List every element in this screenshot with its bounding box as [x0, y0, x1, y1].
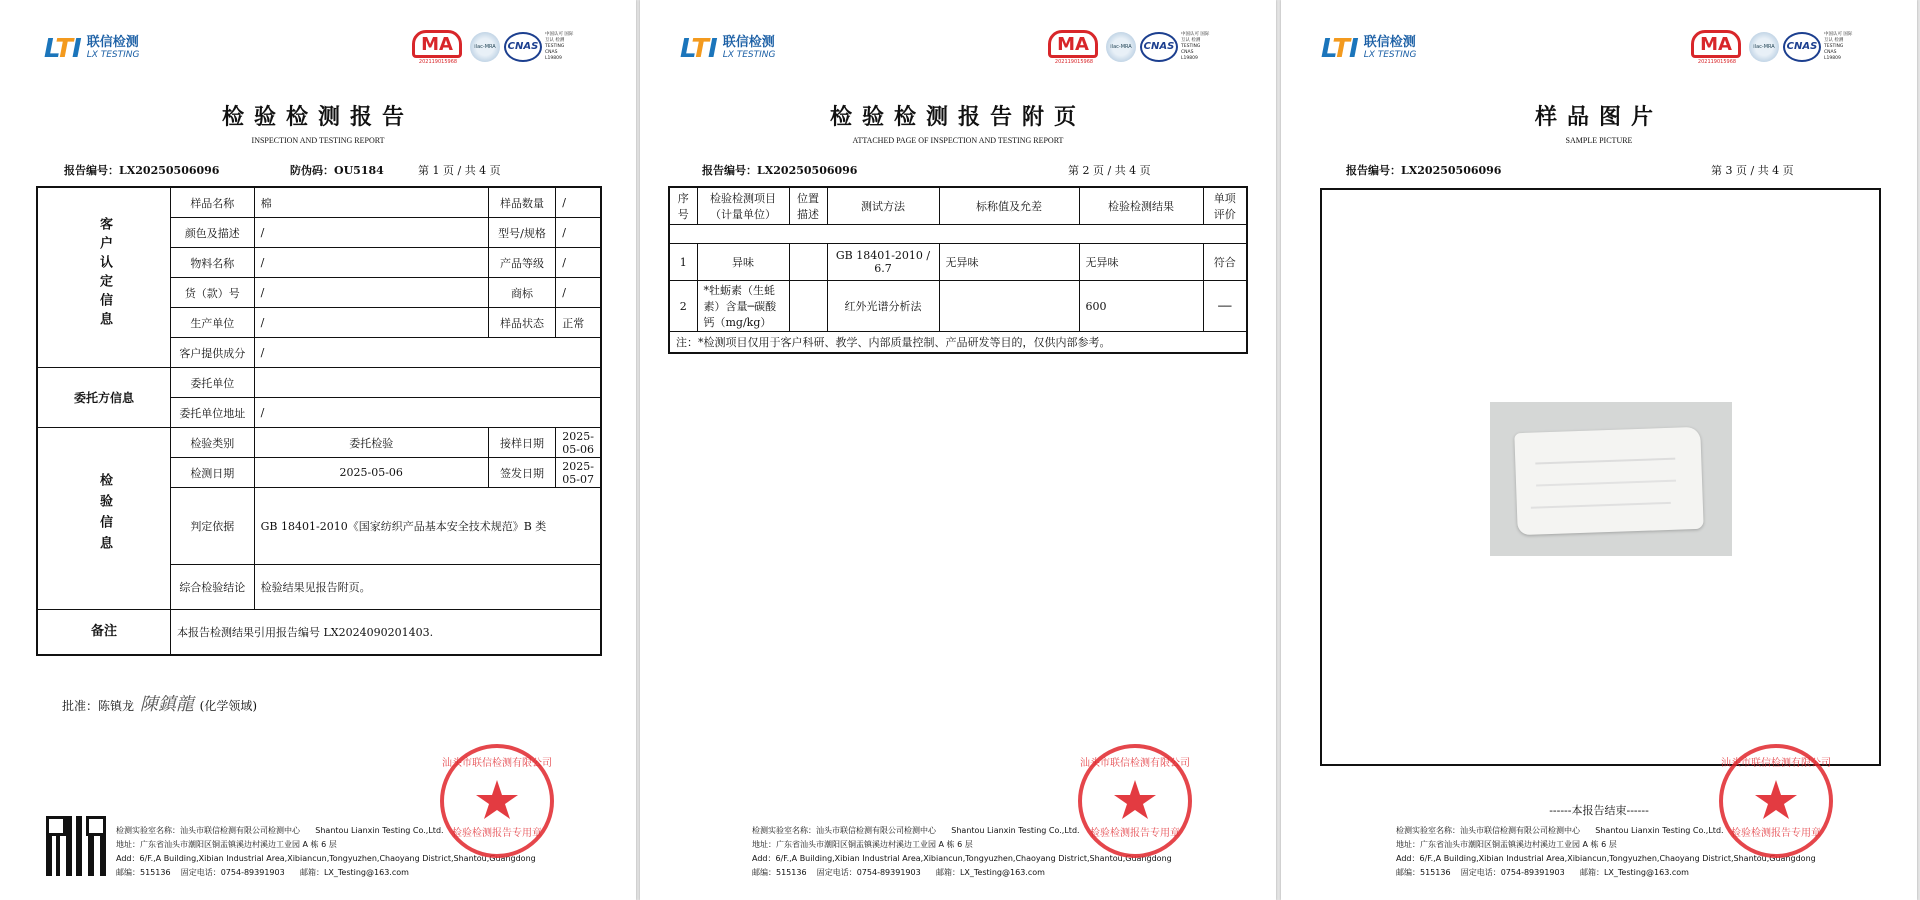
table-row: 2 *牡蛎素（生蚝素）含量─碳酸钙（mg/kg） 红外光谱分析法 600 ── [669, 281, 1247, 332]
header-item: 检验检测项目（计量单位） [697, 187, 789, 225]
approver-field: (化学领域) [199, 699, 258, 713]
model-label: 型号/规格 [488, 218, 556, 248]
test-results-table [668, 186, 1248, 354]
approver-signature: 陳鎮龍 [139, 694, 194, 715]
report-number: 报告编号：LX20250506096 [1346, 164, 1502, 177]
page-subtitle: SAMPLE PICTURE [1565, 136, 1633, 145]
table-row: 1 异味 GB 18401-2010 / 6.7 无异味 无异味 符合 [669, 244, 1247, 281]
company-seal-icon [1717, 742, 1835, 860]
header-seq: 序号 [669, 187, 697, 225]
remark-label: 备注 [37, 610, 171, 656]
color-label: 颜色及描述 [171, 218, 255, 248]
spacer-row [669, 225, 1247, 244]
cma-mark-icon: MA 202119015968 [412, 30, 464, 70]
logo-mark: LTI [44, 34, 81, 64]
cma-mark-icon: MA 202119015968 [1691, 30, 1743, 70]
svg-text:汕头市联信检测有限公司: 汕头市联信检测有限公司 [442, 758, 552, 769]
table-note: 注：*检测项目仅用于客户科研、教学、内部质量控制、产品研发等目的，仅供内部参考。 [669, 332, 1247, 354]
approval-line [62, 690, 257, 716]
client-address-label: 委托单位地址 [171, 398, 255, 428]
company-seal-icon [438, 742, 556, 860]
lab-footer: 检测实验室名称：汕头市联信检测有限公司检测中心 Shantou Lianxin Testing Co.,Ltd. 地址：广东省汕头市潮阳区铜盂镇溪边村溪边工业园 A 栋 6 层 Add：6/F.,A Building,Xibian Industrial Area,Xibiancun,Tongyuzhen,Chaoyang District,Shantou,Guangdong 邮编：515136 固定电话：0754-89391903 邮箱：LX_Testing@163.com [116, 826, 536, 877]
lx-testing-logo: LTI 联信检测 LX TESTING [680, 34, 776, 64]
sample-name-value: 棉 [254, 187, 488, 218]
item-no-label: 货（款）号 [171, 278, 255, 308]
test-date-value: 2025-05-06 [254, 458, 488, 488]
ilac-mra-icon: ilac-MRA [470, 32, 500, 62]
sample-name-label: 样品名称 [171, 187, 255, 218]
client-section-label: 委托方信息 [37, 368, 171, 428]
svg-text:检验检测报告专用章: 检验检测报告专用章 [452, 828, 542, 839]
remark-value: 本报告检测结果引用报告编号 LX2024090201403. [171, 610, 602, 656]
lab-footer: 检测实验室名称：汕头市联信检测有限公司检测中心 Shantou Lianxin Testing Co.,Ltd. 地址：广东省汕头市潮阳区铜盂镇溪边村溪边工业园 A 栋 6 层 Add：6/F.,A Building,Xibian Industrial Area,Xibiancun,Tongyuzhen,Chaoyang District,Shantou,Guangdong 邮编：515136 固定电话：0754-89391903 邮箱：LX_Testing@163.com [1396, 826, 1816, 877]
svg-text:汕头市联信检测有限公司: 汕头市联信检测有限公司 [1721, 758, 1831, 769]
issue-date-value: 2025-05-07 [556, 458, 601, 488]
cotton-sample-image [1514, 427, 1703, 535]
header-result: 检验检测结果 [1079, 187, 1203, 225]
brand-label: 商标 [488, 278, 556, 308]
approver: 批准：陈镇龙 [62, 699, 135, 713]
client-unit-value [254, 368, 601, 398]
report-page-1 [0, 0, 636, 900]
composition-value: / [254, 338, 601, 368]
ilac-mra-icon: ilac-MRA [1749, 32, 1779, 62]
header-method: 测试方法 [827, 187, 939, 225]
inspect-type-label: 检验类别 [171, 428, 255, 458]
page-subtitle: INSPECTION AND TESTING REPORT [251, 136, 385, 145]
page-title: 检验检测报告附页 [829, 104, 1086, 130]
certification-marks [412, 30, 575, 70]
qr-code-icon [46, 816, 106, 876]
composition-label: 客户提供成分 [171, 338, 255, 368]
grade-value: / [556, 248, 601, 278]
material-value: / [254, 248, 488, 278]
grade-label: 产品等级 [488, 248, 556, 278]
page-title: 样品图片 [1534, 104, 1663, 130]
logo-english-name: LX TESTING [86, 50, 140, 60]
material-label: 物料名称 [171, 248, 255, 278]
page-number: 第 3 页 / 共 4 页 [1711, 164, 1794, 177]
anti-fake-code: 防伪码：OU5184 [290, 164, 384, 177]
page-number: 第 2 页 / 共 4 页 [1068, 164, 1151, 177]
cma-mark-icon: MA 202119015968 [1048, 30, 1100, 70]
color-value: / [254, 218, 488, 248]
report-number: 报告编号：LX20250506096 [702, 164, 858, 177]
header-eval: 单项评价 [1203, 187, 1247, 225]
cnas-mark-icon: CNAS [1140, 32, 1178, 62]
state-value: 正常 [556, 308, 601, 338]
inspect-section-label: 检验信息 [37, 428, 171, 610]
lx-testing-logo: LTI 联信检测 LX TESTING [1321, 34, 1417, 64]
cnas-mark-icon: CNAS [504, 32, 542, 62]
receive-date-label: 接样日期 [488, 428, 556, 458]
svg-text:检验检测报告专用章: 检验检测报告专用章 [1731, 828, 1821, 839]
svg-text:汕头市联信检测有限公司: 汕头市联信检测有限公司 [1080, 758, 1190, 769]
conclusion-value: 检验结果见报告附页。 [254, 565, 601, 610]
client-unit-label: 委托单位 [171, 368, 255, 398]
lx-testing-logo [44, 34, 140, 64]
basis-value: GB 18401-2010《国家纺织产品基本安全技术规范》B 类 [254, 488, 601, 565]
receive-date-value: 2025-05-06 [556, 428, 601, 458]
conclusion-label: 综合检验结论 [171, 565, 255, 610]
svg-text:检验检测报告专用章: 检验检测报告专用章 [1090, 828, 1180, 839]
page-title: 检验检测报告 [221, 104, 414, 130]
report-page-3 [1281, 0, 1917, 900]
header-position: 位置描述 [789, 187, 827, 225]
report-page-2 [640, 0, 1276, 900]
page-number: 第 1 页 / 共 4 页 [418, 164, 501, 177]
sample-qty-value: / [556, 187, 601, 218]
sample-qty-label: 样品数量 [488, 187, 556, 218]
lab-footer: 检测实验室名称：汕头市联信检测有限公司检测中心 Shantou Lianxin Testing Co.,Ltd. 地址：广东省汕头市潮阳区铜盂镇溪边村溪边工业园 A 栋 6 层 Add：6/F.,A Building,Xibian Industrial Area,Xibiancun,Tongyuzhen,Chaoyang District,Shantou,Guangdong 邮编：515136 固定电话：0754-89391903 邮箱：LX_Testing@163.com [752, 826, 1172, 877]
logo-chinese-name: 联信检测 [86, 35, 139, 50]
ilac-mra-icon: ilac-MRA [1106, 32, 1136, 62]
report-end-note: ------本报告结束------ [1549, 804, 1649, 817]
report-number: 报告编号：LX20250506096 [64, 164, 220, 177]
maker-value: / [254, 308, 488, 338]
certification-marks: MA 202119015968 ilac-MRA CNAS 中国认可 国际互认 检测 TESTING CNAS L19809 [1048, 30, 1211, 70]
report-info-table [36, 186, 602, 656]
model-value: / [556, 218, 601, 248]
page-subtitle: ATTACHED PAGE OF INSPECTION AND TESTING REPORT [852, 136, 1064, 145]
item-no-value: / [254, 278, 488, 308]
inspect-type-value: 委托检验 [254, 428, 488, 458]
brand-value: / [556, 278, 601, 308]
cnas-mark-icon: CNAS [1783, 32, 1821, 62]
company-seal-icon [1076, 742, 1194, 860]
test-date-label: 检测日期 [171, 458, 255, 488]
maker-label: 生产单位 [171, 308, 255, 338]
state-label: 样品状态 [488, 308, 556, 338]
sample-photo [1490, 402, 1732, 556]
certification-marks: MA 202119015968 ilac-MRA CNAS 中国认可 国际互认 检测 TESTING CNAS L19809 [1691, 30, 1854, 70]
header-standard: 标称值及允差 [939, 187, 1079, 225]
cnas-caption: 中国认可 国际互认 检测 TESTING CNAS L19809 [545, 32, 574, 61]
basis-label: 判定依据 [171, 488, 255, 565]
client-address-value: / [254, 398, 601, 428]
sample-picture-frame [1320, 188, 1881, 766]
issue-date-label: 签发日期 [488, 458, 556, 488]
customer-section-label: 客户认定信息 [37, 187, 171, 368]
